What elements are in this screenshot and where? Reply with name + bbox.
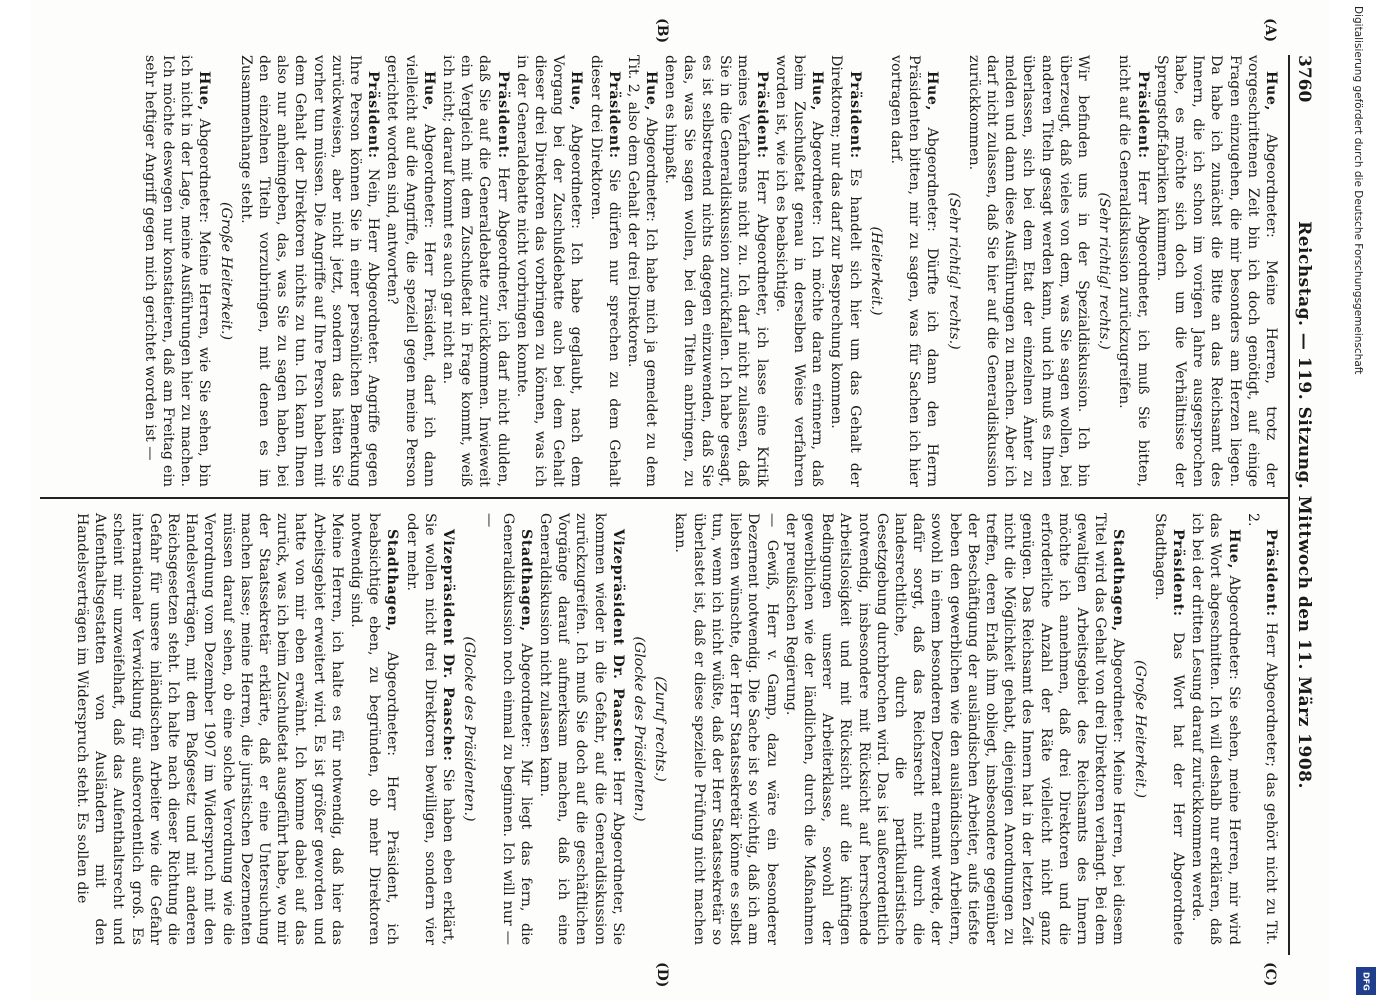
interjection: (Heiterkeit.) [867,226,884,316]
speaker-name: Präsident: [365,71,382,159]
speaker-name: Vizepräsident Dr. Paasche: [609,529,626,763]
speech-text: Meine Herren, ich halte es für notwendig, daß hier das Arbeitsgebiet erweitert wird. Es ist größer geworden und hatte von mir eben erwähnt. Ich komme dabei auf das zurück, was ich beim Zuschußetat ausgeführt habe, wo mir der Staatssekretär erklärte, daß er eine Untersuchung machen lasse; meine Herren, die juristischen Dezernenten müssen darauf sehen, ob eine solche Verordnung wie die Verordnung vom Dezember 1907 im Widerspruch mit den Handelsverträgen, mit dem Paßgesetz und mit anderen Reichsgesetzen steht. Ich halte nach dieser Richtung die Gefahr für unsere inländischen Arbeiter wie die Gefahr internationaler Verwicklung für außerordentlich groß. Es scheint mir unzweifelhaft, daß das Aufenthaltsrecht und Aufenthaltsgestatten von Ausländern mit den Handelsverträgen im Widerspruch steht. Es sollen die [74,513,345,945]
speech-paragraph [237,55,383,487]
speaker-name: Präsident: [605,71,622,159]
speaker-name: Vizepräsident Dr. Paasche: [440,529,457,762]
speaker-name: Hue, [196,71,213,112]
credit-text: Digitalisierung gefördert durch die Deutsche Forschungsgemeinschaft [1352,6,1364,375]
speech-paragraph [772,55,827,487]
speech-paragraph [1244,513,1280,945]
speech-text: Sie dürfen nur sprechen zu dem Gehalt dieser drei Direktoren. [587,55,622,487]
speech-paragraph [536,513,627,945]
margin-marker-b: (B) [654,18,670,44]
speech-text: Herr Abgeordneter, ich muß Sie bitten, nicht auf die Generaldiskussion zurückzugreifen. [1116,55,1151,487]
speech-paragraph [347,513,402,945]
interjection: (Glocke des Präsidenten.) [631,636,648,822]
speaker-name: Stadthagen, [1110,529,1127,632]
speech-text: Nein, Herr Abgeordneter. Angriffe gegen Ihre Person können Sie in einer persönlichen Bemerkung zurückweisen, aber nicht jetzt, sondern das hätten Sie vorher tun müssen. Die Angriffe auf Ihre Person haben mit dem Gehalt der Direktoren nichts zu tun. Ich kann Ihnen also nur anheimgeben, das, was Sie zu sagen haben, bei den einzelnen Titeln vorzubringen, mit denen es im Zusammenhange steht. [237,55,382,487]
document-page [30,0,1330,1000]
speech-text: Es handelt sich hier um das Gehalt der Direktoren; nur das darf zur Besprechung kommen. [828,55,863,487]
speaker-name: Hue, [809,71,826,112]
speech-paragraph [782,513,1128,945]
speech-text: Abgeordneter: Herr Präsident, ich beabsichtige eben, zu begründen, ob mehr Direktoren notwendig sind. [348,513,401,945]
speech-paragraph [480,513,535,945]
speaker-name: Präsident: [753,71,770,159]
speech-text: Abgeordneter: Ich habe mich ja gemeldet zu dem Tit. 2, also dem Gehalt der drei Direktoren. [625,55,660,487]
speech-paragraph [141,55,214,487]
dfg-logo-icon: DFG [1356,967,1376,995]
speech-paragraph [402,513,457,945]
speech-paragraph [671,513,780,945]
interjection: (Glocke des Präsidenten.) [461,636,478,822]
speech-paragraph [383,55,438,487]
speech-text: Abgeordneter: Dürfte ich dann den Herrn Präsidenten bitten, mir zu sagen, was für Sachen ich hier vortragen darf. [887,55,941,488]
speaker-name: Hue, [1263,71,1279,112]
speech-text: Abgeordneter: Ich möchte daran erinnern, daß beim Zuschußetat genau in derselben Weise verfahren worden ist, wie ich es beabsichtige. [772,55,826,487]
speech-text: Das Wort hat der Herr Abgeordnete Stadthagen. [1151,513,1186,945]
speech-paragraph [827,55,863,487]
header-rule [1288,55,1290,955]
speech-paragraph [73,513,346,945]
speech-text: Abgeordneter: Mir liegt das fern, die Generaldiskussion noch einmal zu beginnen. Ich will nur — — [481,513,534,946]
left-column [140,55,1280,487]
right-column [72,513,1280,945]
speaker-name: Stadthagen, [517,529,534,632]
speech-paragraph [439,55,512,487]
interjection: (Zuruf rechts.) [652,676,669,782]
speech-text: Abgeordneter: Sie sehen, meine Herren, mir wird das Wort abgeschnitten. Ich will deshalb nur erklären, daß ich bei der dritten Lesung darauf zurückkommen werde. [1189,513,1242,945]
margin-marker-c: (C) [1262,962,1278,987]
speech-paragraph [887,55,942,487]
speech-paragraph [624,55,660,487]
speaker-name: Präsident: [1134,71,1151,159]
speech-text: Abgeordneter: Meine Herren, bei diesem Titel wird das Gehalt von drei Direktoren verlangt. Bei dem gewaltigen Arbeitsgebiet des Reichsamts des Innern möchte ich annehmen, daß drei Direktoren und die erforderliche Anzahl der Räte vielleicht nicht ganz genügen. Das Reichsamt des Innern hat in der letzten Zeit nicht die Möglichkeit gehabt, diejenigen Anordnungen zu treffen, deren Erlaß ihm obliegt, insbesondere gegenüber der Beschäftigung der ausländischen Arbeiter, aufs tiefste beben den gewerblichen wie den ausländischen Arbeitern, sowohl in einem besonderen Dezernat ernannt werde, der dafür sorgt, daß das Reichsrecht nicht durch die landesrechtliche, durch die partikularistische Gesetzgebung durchbrochen wird. Das ist außerordentlich notwendig, insbesondere mit Rücksicht auf herrschende Arbeitslosigkeit und mit Rücksicht auf die künftigen Bedingungen unserer Arbeiterklasse, sowohl der gewerblichen wie der ländlichen, durch die Maßnahmen der preußischen Regierung. [782,513,1127,945]
speech-paragraph [965,55,1092,487]
speech-text: — Gewiß, Herr v. Gamp, dazu wäre ein besonderer Dezernent notwendig. Die Sache ist so wichtig, daß ich am liebsten wünschte, der Herr Staatssekretär könne es selbst tun, wenn ich nicht wüßte, daß der Herr Staatssekretär so überlastet ist, daß er diese spezielle Prüfung nicht machen kann. [672,513,780,945]
interjection: (Große Heiterkeit.) [1131,659,1148,799]
speaker-name: Hue, [924,71,941,112]
speech-text: Wir befinden uns in der Spezialdiskussion. Ich bin überzeugt, daß vieles von dem, was Sie sagen wollen, bei anderen Titeln gesagt werden kann, und ich muß es Ihnen überlassen, sich bei dem Etat der einzelnen Ämter zu melden und dann diese Ausführungen zu machen. Aber ich darf nicht zulassen, daß Sie hier auf die Generaldiskussion zurückkommen. [965,55,1091,487]
speech-paragraph [513,55,586,487]
margin-marker-d: (D) [654,962,670,988]
interjection: (Große Heiterkeit.) [217,201,234,341]
interjection: (Sehr richtig! rechts.) [1096,192,1113,350]
digitization-credit [1352,0,1372,1000]
speaker-name: Hue, [643,71,660,112]
speech-paragraph [1188,513,1243,945]
speech-paragraph [1115,55,1151,487]
speaker-name: Präsident: [1263,529,1279,617]
page-number: 3760 [1294,55,1314,103]
speaker-name: Stadthagen, [384,529,401,632]
speech-text: Herr Abgeordneter, ich lasse eine Kritik meines Verfahrens nicht zu. Ich darf nicht zulassen, daß Sie in die Generaldiskussion zurückfallen. Ich habe gesagt, es ist selbstredend nichts dagegen einzuwenden, daß Sie das, was Sie sagen wollen, bei den Titeln anbringen, zu denen es hinpaßt. [662,55,770,487]
speech-text: Abgeordneter: Herr Präsident, darf ich dann vielleicht auf die Angriffe, die speziell gegen meine Person gerichtet worden sind, antworten? [384,55,437,487]
speaker-name: Präsident: [846,71,863,159]
speaker-name: Hue, [420,71,437,112]
speech-text: Herr Abgeordneter; das gehört nicht zu Tit. 2. [1244,513,1279,945]
speech-text: Herr Abgeordneter, ich darf nicht dulden, daß Sie auf die Generaldebatte zurückkommen. Inwieweit ein Vergleich mit dem Zuschußetat in Frage kommt, weiß ich nicht; darauf kommt es auch gar nicht an. [440,55,511,487]
column-divider [40,497,1290,499]
speech-paragraph [661,55,770,487]
speech-text: Herr Abgeordneter, Sie kommen wieder in die Gefahr, auf die Generaldiskussion zurückzugreifen. Ich muß Sie doch auf die geschäftlichen Vorgänge darauf aufmerksam machen, daß ich eine Generaldiskussion nicht zulassen kann. [537,513,626,945]
speaker-name: Hue, [1225,529,1242,570]
speech-paragraph [1151,513,1187,945]
speech-text: Abgeordneter: Meine Herren, trotz der vorgeschrittenen Zeit bin ich doch genötigt, auf einige Fragen einzugehen, die mir besonders am Herzen liegen. Da habe ich zunächst die Bitte an das Reichsamt des Innern, die ich schon im vorigen Jahre ausgesprochen habe, es möchte sich doch um die Verhältnisse der Sprengstoff-fabriken kümmern. [1153,55,1279,487]
speaker-name: Hue, [568,71,585,112]
interjection: (Sehr richtig! rechts.) [945,192,962,350]
speaker-name: Präsident: [494,71,511,159]
running-title: Reichstag. — 119. Sitzung. Mittwoch den 11. März 1908. [1294,221,1314,789]
speaker-name: Präsident: [1169,529,1186,617]
speech-text: Abgeordneter: Meine Herren, wie Sie sehen, bin ich nicht in der Lage, meine Ausführungen hier zu machen. Ich möchte deswegen nur konstatieren, daß am Freitag ein sehr heftiger Angriff gegen mich gerichtet worden ist — [141,55,213,487]
speech-paragraph [586,55,622,487]
speech-paragraph [1153,55,1280,487]
speech-text: Sie haben eben erklärt, Sie wollen nicht drei Direktoren bewilligen, sondern vier oder mehr. [403,513,457,945]
page-header [1286,55,1322,955]
speech-text: Abgeordneter: Ich habe geglaubt, nach dem Vorgang bei der Zuschußdebatte auch bei dem Gehalt dieser drei Direktoren das vorbringen zu können, was ich in der Generaldebatte nicht vorbringen konnte. [513,55,585,487]
margin-marker-a: (A) [1262,18,1278,43]
